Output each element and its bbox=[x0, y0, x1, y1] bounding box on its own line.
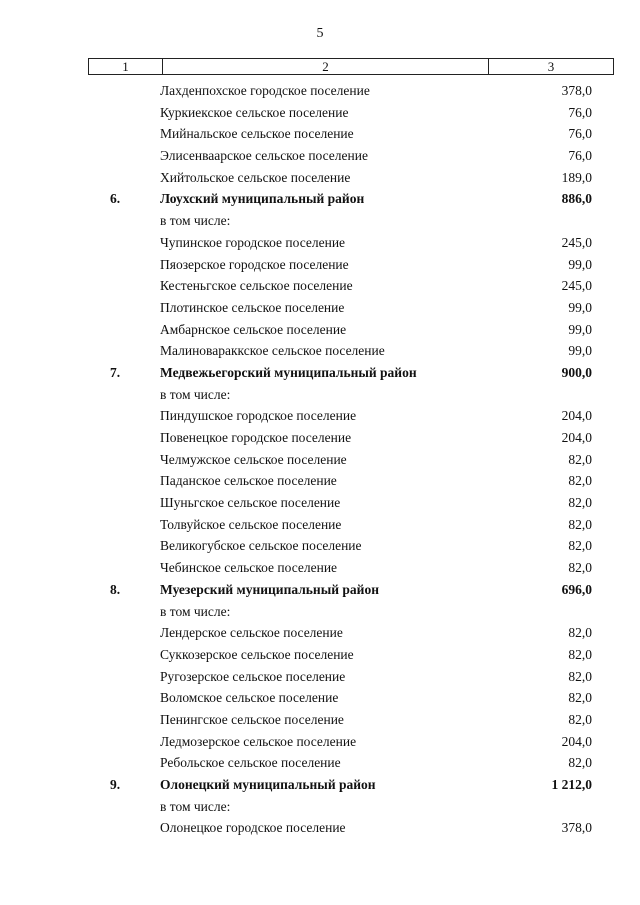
row-name: Олонецкое городское поселение bbox=[160, 820, 346, 836]
row-name: Амбарнское сельское поселение bbox=[160, 321, 347, 337]
row-name: Суккозерское сельское поселение bbox=[160, 646, 354, 662]
row-value: 204,0 bbox=[561, 733, 592, 749]
row-name: Пенингское сельское поселение bbox=[160, 711, 344, 727]
row-value: 76,0 bbox=[568, 126, 592, 142]
row-value: 82,0 bbox=[568, 538, 592, 554]
table-row bbox=[0, 232, 640, 254]
row-name: Куркиекское сельское поселение bbox=[160, 104, 349, 120]
table-row bbox=[0, 167, 640, 189]
header-col-3: 3 bbox=[547, 59, 555, 74]
table-row bbox=[0, 102, 640, 124]
row-name: Кестеньгское сельское поселение bbox=[160, 278, 353, 294]
table-row bbox=[0, 644, 640, 666]
row-value: 204,0 bbox=[561, 430, 592, 445]
row-value: 82,0 bbox=[568, 451, 592, 467]
table-header bbox=[88, 58, 614, 75]
table-row bbox=[0, 514, 640, 536]
table-row bbox=[0, 731, 640, 753]
table-row bbox=[0, 145, 640, 167]
table-row bbox=[0, 405, 640, 427]
row-name: Пяозерское городское поселение bbox=[160, 256, 349, 272]
row-name: Чупинское городское поселение bbox=[160, 234, 346, 250]
row-name: Чебинское сельское поселение bbox=[160, 560, 338, 576]
row-value: 696,0 bbox=[561, 581, 592, 597]
table-body bbox=[0, 80, 640, 839]
page-number: 5 bbox=[316, 26, 324, 41]
table-row bbox=[0, 384, 640, 406]
table-row bbox=[0, 319, 640, 341]
table-row bbox=[0, 752, 640, 774]
row-name: Лендерское сельское поселение bbox=[160, 625, 343, 641]
table-row bbox=[0, 470, 640, 492]
row-value: 82,0 bbox=[568, 668, 592, 684]
table-row bbox=[0, 254, 640, 276]
table-row bbox=[0, 709, 640, 731]
row-name: Плотинское сельское поселение bbox=[160, 299, 345, 315]
district-row bbox=[0, 774, 640, 796]
row-name: Толвуйское сельское поселение bbox=[160, 516, 342, 532]
table-row bbox=[0, 340, 640, 362]
table-row bbox=[0, 796, 640, 818]
row-number: 9. bbox=[110, 777, 121, 792]
row-name: Повенецкое городское поселение bbox=[160, 430, 352, 445]
row-name: в том числе: bbox=[160, 213, 231, 229]
row-name: Великогубское сельское поселение bbox=[160, 538, 362, 554]
row-value: 76,0 bbox=[568, 148, 592, 164]
row-value: 189,0 bbox=[561, 169, 592, 185]
row-value: 378,0 bbox=[561, 83, 592, 98]
row-number: 6. bbox=[110, 191, 121, 207]
row-name: Хийтольское сельское поселение bbox=[160, 169, 351, 185]
row-value: 82,0 bbox=[568, 625, 592, 641]
row-value: 82,0 bbox=[568, 495, 592, 511]
row-value: 82,0 bbox=[568, 516, 592, 532]
row-value: 378,0 bbox=[561, 820, 592, 836]
row-value: 99,0 bbox=[568, 321, 592, 337]
table-row bbox=[0, 817, 640, 839]
table-row bbox=[0, 557, 640, 579]
table-row bbox=[0, 622, 640, 644]
row-name: Ругозерское сельское поселение bbox=[160, 668, 346, 684]
row-value: 900,0 bbox=[561, 364, 592, 380]
table-row bbox=[0, 666, 640, 688]
header-col-1: 1 bbox=[89, 59, 163, 74]
row-name: Ледмозерское сельское поселение bbox=[160, 733, 357, 749]
table-row bbox=[0, 210, 640, 232]
row-name: Челмужское сельское поселение bbox=[160, 451, 347, 467]
row-value: 99,0 bbox=[568, 256, 592, 272]
table-row bbox=[0, 427, 640, 449]
row-value: 245,0 bbox=[561, 278, 592, 294]
header-col-2: 2 bbox=[163, 59, 489, 74]
row-value: 82,0 bbox=[568, 711, 592, 727]
row-name: Олонецкий муниципальный район bbox=[160, 777, 376, 792]
row-name: Медвежьегорский муниципальный район bbox=[160, 364, 417, 380]
table-row bbox=[0, 123, 640, 145]
table-row bbox=[0, 275, 640, 297]
row-value: 886,0 bbox=[561, 191, 592, 207]
row-name: Малиновараккское сельское поселение bbox=[160, 343, 385, 359]
table-row bbox=[0, 535, 640, 557]
table-row bbox=[0, 492, 640, 514]
row-name: Воломское сельское поселение bbox=[160, 690, 339, 706]
row-value: 1 212,0 bbox=[551, 777, 592, 792]
table-row bbox=[0, 449, 640, 471]
table-row bbox=[0, 80, 640, 102]
row-value: 99,0 bbox=[568, 343, 592, 359]
row-value: 204,0 bbox=[561, 408, 592, 424]
row-name: Паданское сельское поселение bbox=[160, 473, 337, 489]
row-value: 99,0 bbox=[568, 299, 592, 315]
row-name: Пиндушское городское поселение bbox=[160, 408, 357, 424]
row-name: Лахденпохское городское поселение bbox=[160, 83, 370, 98]
district-row bbox=[0, 579, 640, 601]
row-name: в том числе: bbox=[160, 386, 231, 402]
table-row bbox=[0, 601, 640, 623]
row-value: 82,0 bbox=[568, 690, 592, 706]
row-name: в том числе: bbox=[160, 798, 231, 814]
district-row bbox=[0, 362, 640, 384]
row-value: 245,0 bbox=[561, 234, 592, 250]
row-number: 8. bbox=[110, 581, 121, 597]
row-name: в том числе: bbox=[160, 603, 231, 619]
row-number: 7. bbox=[110, 364, 121, 380]
district-row bbox=[0, 188, 640, 210]
row-value: 82,0 bbox=[568, 473, 592, 489]
row-name: Муезерский муниципальный район bbox=[160, 581, 379, 597]
row-name: Лоухский муниципальный район bbox=[160, 191, 365, 207]
table-row bbox=[0, 687, 640, 709]
row-name: Элисенваарское сельское поселение bbox=[160, 148, 368, 164]
row-value: 82,0 bbox=[568, 646, 592, 662]
row-value: 82,0 bbox=[568, 755, 592, 771]
row-name: Ребольское сельское поселение bbox=[160, 755, 341, 771]
row-value: 76,0 bbox=[568, 104, 592, 120]
table-row bbox=[0, 297, 640, 319]
row-name: Мийнальское сельское поселение bbox=[160, 126, 354, 142]
row-value: 82,0 bbox=[568, 560, 592, 576]
row-name: Шуньгское сельское поселение bbox=[160, 495, 341, 511]
